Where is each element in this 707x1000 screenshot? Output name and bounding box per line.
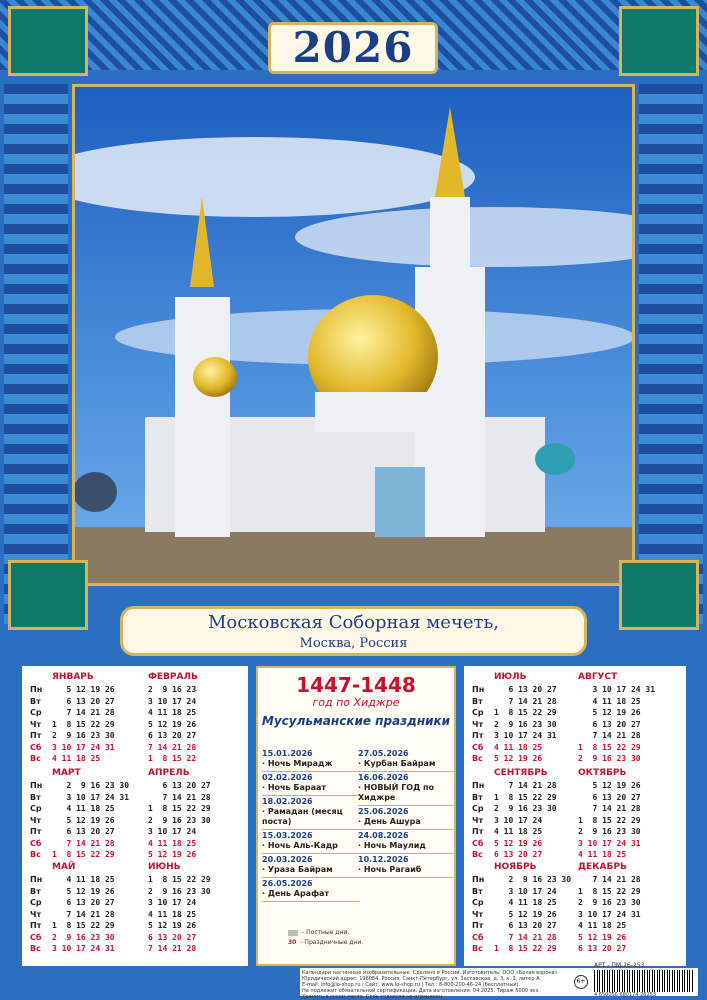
hijri-years: 1447-1448 (296, 673, 416, 697)
week-row (578, 909, 641, 921)
day-numbers: 1 8 15 22 29 (148, 804, 211, 813)
day-numbers: 2 9 16 23 30 (52, 932, 115, 942)
photo-caption (120, 606, 587, 656)
week-row (472, 849, 557, 861)
week-row (30, 719, 115, 731)
week-row (30, 742, 115, 754)
month-name: ЯНВАРЬ (52, 672, 94, 682)
day-numbers: 3 10 17 24 31 (52, 944, 115, 953)
month-block (578, 672, 655, 765)
day-numbers: 4 11 18 25 (52, 804, 115, 813)
article-number: АРТ - ПМ-26-253 (594, 962, 645, 969)
month-name: АПРЕЛЬ (148, 768, 190, 778)
day-numbers: 3 10 17 24 (148, 696, 197, 706)
day-numbers: 7 14 21 28 (52, 838, 115, 848)
holiday-name: · Курбан Байрам (358, 759, 436, 768)
weekday-label: Вс (472, 754, 483, 763)
holiday-date: 20.03.2026 (262, 855, 313, 864)
week-row (30, 707, 115, 719)
day-numbers: 3 10 17 24 (494, 815, 543, 825)
week-row (148, 684, 198, 696)
week-row (148, 838, 211, 850)
day-numbers: 3 10 17 24 (148, 898, 197, 907)
weekday-label: Пт (30, 921, 42, 930)
week-row (148, 707, 198, 719)
month-block (472, 862, 571, 955)
week-row (472, 897, 571, 909)
holiday-name: · Ночь Рагаиб (358, 865, 422, 874)
week-row (148, 849, 211, 861)
day-numbers: 2 9 16 23 30 (52, 731, 115, 740)
day-numbers: 1 8 15 22 29 (578, 815, 641, 825)
week-row (148, 909, 211, 921)
day-numbers: 7 14 21 28 (494, 932, 557, 942)
day-numbers: 3 10 17 24 31 (52, 792, 130, 802)
holiday-item (262, 878, 360, 902)
corner-ornament (8, 560, 88, 630)
week-row (578, 886, 641, 898)
weekday-label: Пн (30, 781, 43, 790)
day-numbers: 2 9 16 23 30 (578, 754, 641, 763)
week-row (472, 932, 571, 944)
day-numbers: 5 12 19 26 (52, 886, 115, 896)
weekday-label: Вс (472, 944, 483, 953)
week-row (472, 943, 571, 955)
day-numbers: 5 12 19 26 (494, 754, 543, 763)
legend-holidays: 30 - Праздничные дни. (288, 939, 364, 946)
day-numbers: 4 11 18 25 (52, 754, 115, 763)
week-row (148, 719, 198, 731)
holiday-date: 27.05.2026 (358, 749, 409, 758)
holiday-item (358, 830, 456, 854)
day-numbers: 4 11 18 25 (494, 742, 543, 752)
month-name: МАРТ (52, 768, 81, 778)
holiday-item (358, 772, 456, 806)
year-title: 2026 (292, 23, 414, 72)
legend (288, 928, 363, 948)
week-row (148, 753, 198, 765)
day-numbers: 1 8 15 22 29 (148, 875, 211, 884)
week-row (472, 874, 571, 886)
week-row (472, 803, 557, 815)
day-numbers: 1 8 15 22 29 (52, 921, 115, 930)
week-row (578, 753, 655, 765)
holidays-panel (256, 666, 456, 966)
week-row (472, 909, 571, 921)
day-numbers: 3 10 17 24 31 (52, 742, 115, 752)
day-numbers: 1 8 15 22 29 (578, 742, 641, 752)
barcode (594, 970, 694, 992)
weekday-label: Ср (30, 804, 42, 813)
week-row (472, 730, 557, 742)
week-row (578, 849, 641, 861)
weekday-label: Вт (472, 886, 483, 896)
weekday-label: Пт (472, 921, 484, 930)
holiday-name: · День Арафат (262, 889, 330, 898)
left-ornament-band (4, 84, 68, 624)
week-row (472, 707, 557, 719)
day-numbers: 4 11 18 25 (578, 696, 641, 706)
day-numbers: 2 9 16 23 30 (148, 815, 211, 825)
week-row (472, 815, 557, 827)
weekday-label: Вт (472, 792, 483, 802)
holiday-item (358, 854, 456, 878)
week-row (148, 803, 211, 815)
day-numbers: 6 13 20 27 (578, 944, 627, 953)
holiday-name: · День Ашура (358, 817, 421, 826)
weekday-label: Ср (472, 804, 484, 813)
day-numbers: 3 10 17 24 31 (494, 731, 557, 740)
week-row (30, 753, 115, 765)
weekday-label: Пт (30, 827, 42, 836)
age-rating-badge: 6+ (574, 975, 588, 989)
weekday-label: Пт (472, 827, 484, 836)
week-row (30, 792, 129, 804)
week-row (472, 742, 557, 754)
day-numbers: 3 10 17 24 (148, 827, 197, 836)
week-row (30, 838, 129, 850)
week-row (578, 932, 641, 944)
day-numbers: 5 12 19 26 (52, 685, 115, 694)
month-name: ДЕКАБРЬ (578, 862, 627, 872)
week-row (578, 803, 641, 815)
week-row (472, 886, 571, 898)
week-row (30, 730, 115, 742)
week-row (30, 803, 129, 815)
week-row (578, 684, 655, 696)
week-row (30, 684, 115, 696)
corner-ornament (619, 560, 699, 630)
weekday-label: Вс (30, 850, 41, 859)
day-numbers: 5 12 19 26 (494, 909, 557, 919)
holiday-date: 15.01.2026 (262, 749, 313, 758)
holiday-item (262, 796, 360, 830)
week-row (148, 897, 211, 909)
weekday-label: Вс (472, 850, 483, 859)
caption-location: Москва, Россия (299, 636, 408, 651)
weekday-label: Пн (472, 781, 485, 790)
weekday-label: Пт (30, 731, 42, 740)
day-numbers: 2 9 16 23 30 (494, 875, 572, 884)
day-numbers: 5 12 19 26 (578, 781, 641, 790)
week-row (472, 792, 557, 804)
week-row (30, 897, 115, 909)
week-row (30, 920, 115, 932)
week-row (472, 920, 571, 932)
weekday-label: Вт (30, 886, 41, 896)
day-numbers: 4 11 18 25 (578, 921, 627, 930)
month-block (472, 672, 557, 765)
week-row (578, 920, 641, 932)
weekday-label: Чт (30, 909, 42, 919)
day-numbers: 2 9 16 23 30 (148, 886, 211, 896)
week-row (578, 815, 641, 827)
week-row (148, 826, 211, 838)
day-numbers: 5 12 19 26 (494, 838, 543, 848)
month-name: ОКТЯБРЬ (578, 768, 627, 778)
week-row (148, 886, 211, 898)
weekday-label: Вт (30, 792, 41, 802)
week-row (472, 696, 557, 708)
week-row (30, 909, 115, 921)
day-numbers: 1 8 15 22 29 (578, 886, 641, 896)
holiday-date: 16.06.2026 (358, 773, 409, 782)
day-numbers: 4 11 18 25 (148, 838, 197, 848)
weekday-label: Сб (472, 742, 484, 752)
holiday-date: 18.02.2026 (262, 797, 313, 806)
weekday-label: Пт (472, 731, 484, 740)
month-block (30, 768, 129, 861)
day-numbers: 2 9 16 23 30 (578, 827, 641, 836)
month-name: МАЙ (52, 862, 76, 872)
holidays-column-left (262, 748, 360, 902)
week-row (578, 943, 641, 955)
day-numbers: 6 13 20 27 (148, 781, 211, 790)
week-row (472, 826, 557, 838)
weekday-label: Чт (30, 815, 42, 825)
day-numbers: 2 9 16 23 30 (494, 804, 557, 813)
day-numbers: 6 13 20 27 (52, 696, 115, 706)
day-numbers: 4 11 18 25 (494, 827, 543, 836)
week-row (30, 780, 129, 792)
day-numbers: 5 12 19 26 (52, 815, 115, 825)
weekday-label: Пн (30, 685, 43, 694)
week-row (578, 742, 655, 754)
holidays-heading: Мусульманские праздники (261, 714, 451, 728)
weekday-label: Пн (472, 875, 485, 884)
weekday-label: Чт (472, 815, 484, 825)
day-numbers: 6 13 20 27 (494, 921, 557, 930)
day-numbers: 6 13 20 27 (52, 898, 115, 907)
week-row (578, 826, 641, 838)
holiday-item (262, 854, 360, 878)
day-numbers: 1 8 15 22 29 (494, 708, 557, 717)
week-row (472, 780, 557, 792)
week-row (578, 838, 641, 850)
mosque-photo (72, 84, 635, 586)
day-numbers: 7 14 21 28 (494, 781, 557, 790)
weekday-label: Вс (30, 944, 41, 953)
weekday-label: Ср (30, 898, 42, 907)
day-numbers: 6 13 20 27 (52, 827, 115, 836)
fast-day-swatch (288, 930, 298, 936)
week-row (30, 826, 129, 838)
month-block (30, 862, 115, 955)
day-numbers: 4 11 18 25 (52, 875, 115, 884)
day-numbers: 4 11 18 25 (578, 850, 627, 859)
weekday-label: Сб (30, 838, 42, 848)
holiday-name: · Ночь Аль-Кадр (262, 841, 338, 850)
holiday-item (262, 830, 360, 854)
holidays-column-right (358, 748, 456, 878)
holiday-name: · Ураза Байрам (262, 865, 333, 874)
week-row (30, 696, 115, 708)
day-numbers: 3 10 17 24 31 (578, 838, 641, 848)
day-numbers: 6 13 20 27 (578, 792, 641, 802)
weekday-label: Чт (472, 909, 484, 919)
day-numbers: 1 8 15 22 29 (494, 944, 557, 953)
holiday-date: 25.06.2026 (358, 807, 409, 816)
weekday-label: Сб (472, 932, 484, 942)
week-row (148, 730, 198, 742)
holiday-date: 02.02.2026 (262, 773, 313, 782)
week-row (578, 707, 655, 719)
holiday-name: · Рамадан (месяц поста) (262, 807, 343, 826)
weekday-label: Вт (30, 696, 41, 706)
month-name: СЕНТЯБРЬ (494, 768, 548, 778)
holiday-item (262, 748, 360, 772)
holiday-date: 26.05.2026 (262, 879, 313, 888)
month-block (578, 768, 641, 861)
day-numbers: 2 9 16 23 30 (52, 781, 130, 790)
day-numbers: 5 12 19 26 (148, 921, 197, 930)
week-row (148, 780, 211, 792)
weekday-label: Пн (472, 685, 485, 694)
weekday-label: Чт (472, 719, 484, 729)
week-row (30, 932, 115, 944)
day-numbers: 6 13 20 27 (494, 685, 557, 694)
weekday-label: Ср (472, 708, 484, 717)
day-numbers: 6 13 20 27 (494, 850, 543, 859)
holiday-date: 10.12.2026 (358, 855, 409, 864)
week-row (578, 897, 641, 909)
day-numbers: 6 13 20 27 (148, 731, 197, 740)
week-row (148, 696, 198, 708)
year-banner (268, 22, 438, 74)
day-numbers: 6 13 20 27 (578, 719, 641, 729)
weekday-label: Вт (472, 696, 483, 706)
day-numbers: 1 8 15 22 29 (52, 719, 115, 729)
month-name: НОЯБРЬ (494, 862, 537, 872)
month-name: ИЮЛЬ (494, 672, 527, 682)
day-numbers: 7 14 21 28 (52, 909, 115, 919)
day-numbers: 7 14 21 28 (578, 731, 641, 740)
weekday-label: Пн (30, 875, 43, 884)
week-row (578, 874, 641, 886)
month-block (148, 672, 198, 765)
day-numbers: 5 12 19 26 (578, 932, 627, 942)
day-numbers: 1 8 15 22 29 (52, 850, 115, 859)
day-numbers: 7 14 21 28 (148, 742, 197, 752)
holiday-item (358, 806, 456, 830)
day-numbers: 4 11 18 25 (494, 898, 557, 907)
day-numbers: 7 14 21 28 (578, 875, 641, 884)
month-block (30, 672, 115, 765)
week-row (30, 943, 115, 955)
week-row (30, 874, 115, 886)
day-numbers: 1 8 15 22 29 (494, 792, 557, 802)
corner-ornament (8, 6, 88, 76)
corner-ornament (619, 6, 699, 76)
month-name: ФЕВРАЛЬ (148, 672, 198, 682)
week-row (148, 792, 211, 804)
month-block (472, 768, 557, 861)
day-numbers: 5 12 19 26 (148, 850, 197, 859)
day-numbers: 1 8 15 22 (148, 754, 197, 763)
holiday-item (262, 772, 360, 796)
week-row (148, 920, 211, 932)
caption-title: Московская Соборная мечеть, (207, 612, 499, 633)
day-numbers: 3 10 17 24 31 (578, 909, 641, 919)
barcode-number: 4 650056 680174 26253 (594, 992, 657, 998)
month-name: АВГУСТ (578, 672, 618, 682)
weekday-label: Сб (30, 932, 42, 942)
holiday-name: · Ночь Мирадж (262, 759, 333, 768)
weekday-label: Ср (472, 898, 484, 907)
day-numbers: 2 9 16 23 30 (494, 719, 557, 729)
week-row (148, 742, 198, 754)
holiday-name: · Ночь Маулид (358, 841, 426, 850)
month-block (148, 768, 211, 861)
week-row (578, 792, 641, 804)
day-numbers: 4 11 18 25 (148, 909, 197, 919)
day-numbers: 2 9 16 23 (148, 685, 197, 694)
weekday-label: Сб (472, 838, 484, 848)
day-numbers: 4 11 18 25 (148, 708, 197, 717)
week-row (472, 684, 557, 696)
day-numbers: 2 9 16 23 30 (578, 898, 641, 907)
week-row (148, 815, 211, 827)
week-row (148, 943, 211, 955)
day-numbers: 3 10 17 24 (494, 886, 557, 896)
weekday-label: Чт (30, 719, 42, 729)
week-row (578, 719, 655, 731)
week-row (30, 849, 129, 861)
holiday-name: · НОВЫЙ ГОД по Хиджре (358, 783, 435, 802)
right-ornament-band (639, 84, 703, 624)
imprint: Календари настенные изобразительные. Сделано в России. Изготовитель: ООО «Белая ворона». Юридический адрес: 196084, Россия, Санкт-Петербург, ул. Заставская, д. 3, к. 3, литер А. E-mail: info@lo-shop.ru | Сайт: www.lo-shop.ru | Тел.: 8-800-200-46-24 (бесплатный). Не подлежит обязательной сертификации. Дата изготовления: 04.2025. Тираж 5000 экз. Хранить в сухом месте. Срок годности не ограничен. (300, 968, 698, 996)
day-numbers: 7 14 21 28 (148, 792, 211, 802)
week-row (30, 886, 115, 898)
weekday-label: Ср (30, 708, 42, 717)
holiday-name: · Ночь Бараат (262, 783, 327, 792)
day-numbers: 7 14 21 28 (578, 804, 641, 813)
day-numbers: 7 14 21 28 (52, 708, 115, 717)
month-block (578, 862, 641, 955)
week-row (30, 815, 129, 827)
month-block (148, 862, 211, 955)
day-numbers: 6 13 20 27 (148, 932, 197, 942)
weekday-label: Сб (30, 742, 42, 752)
week-row (578, 730, 655, 742)
week-row (472, 753, 557, 765)
day-numbers: 5 12 19 26 (578, 708, 641, 717)
week-row (578, 696, 655, 708)
day-numbers: 7 14 21 28 (494, 696, 557, 706)
week-row (472, 719, 557, 731)
hijri-subtitle: год по Хиджре (312, 696, 400, 709)
weekday-label: Вс (30, 754, 41, 763)
week-row (472, 838, 557, 850)
week-row (148, 874, 211, 886)
holiday-item (358, 748, 456, 772)
day-numbers: 5 12 19 26 (148, 719, 197, 729)
holiday-date: 24.08.2026 (358, 831, 409, 840)
day-numbers: 7 14 21 28 (148, 944, 197, 953)
legend-fast-days: - Постные дни. (288, 928, 363, 938)
month-name: ИЮНЬ (148, 862, 181, 872)
week-row (148, 932, 211, 944)
day-numbers: 3 10 17 24 31 (578, 685, 656, 694)
holiday-date: 15.03.2026 (262, 831, 313, 840)
week-row (578, 780, 641, 792)
